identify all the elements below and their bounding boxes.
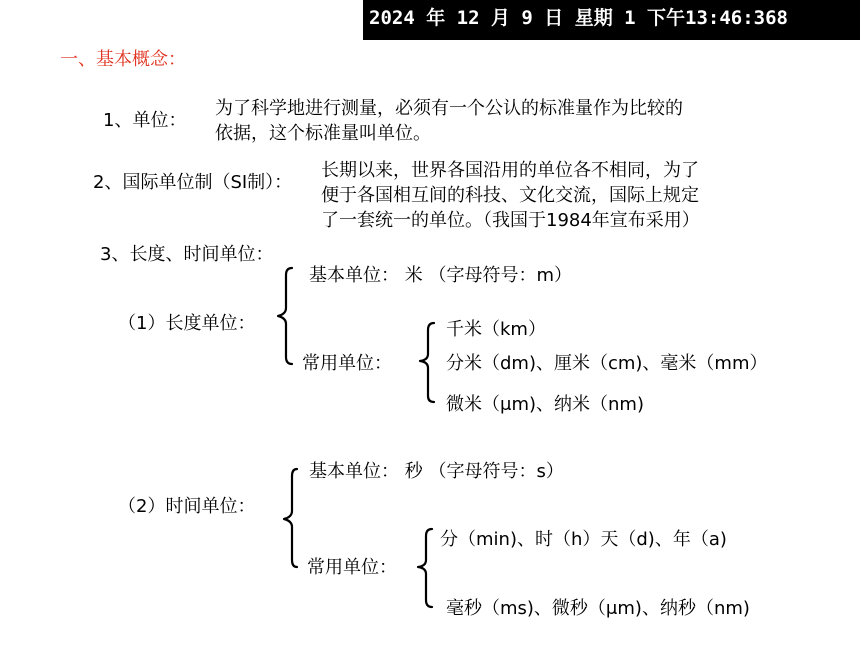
item2-line3: 了一套统一的单位。（我国于1984年宣布采用） (321, 210, 700, 231)
item2-line1: 长期以来，世界各国沿用的单位各不相同，为了 (321, 160, 699, 181)
length-common-item: 千米（km） (446, 319, 546, 340)
length-common-label: 常用单位： (302, 353, 392, 374)
item2-label: 2、国际单位制（SI制）： (93, 172, 293, 193)
clock-display: 2024 年 12 月 9 日 星期 1 下午13:46:368 (363, 0, 860, 40)
time-common-item: 毫秒（ms)、微秒（μm)、纳秒（nm) (446, 598, 750, 619)
length-common-brace (420, 323, 434, 402)
item1-label: 1、单位： (103, 110, 187, 131)
time-common-brace (418, 529, 432, 607)
length-common-item: 分米（dm)、厘米（cm)、毫米（mm） (446, 353, 768, 374)
length-main-brace (278, 268, 292, 364)
length-base: 基本单位： 米 （字母符号：m） (309, 265, 572, 286)
time-common-label: 常用单位： (307, 557, 397, 578)
length-label: （1）长度单位： (118, 313, 256, 334)
item3-label: 3、长度、时间单位： (100, 244, 274, 265)
item2-line2: 便于各国相互间的科技、文化交流，国际上规定 (321, 185, 699, 206)
time-main-brace (284, 469, 297, 567)
item1-line2: 依据，这个标准量叫单位。 (215, 123, 431, 144)
section-title: 一、基本概念： (60, 49, 186, 70)
item1-line1: 为了科学地进行测量，必须有一个公认的标准量作为比较的 (215, 98, 683, 119)
time-label: （2）时间单位： (118, 496, 256, 517)
time-base: 基本单位： 秒 （字母符号：s） (309, 461, 564, 482)
time-common-item: 分（min)、时（h）天（d)、年（a) (440, 529, 727, 550)
length-common-item: 微米（μm)、纳米（nm) (446, 394, 644, 415)
